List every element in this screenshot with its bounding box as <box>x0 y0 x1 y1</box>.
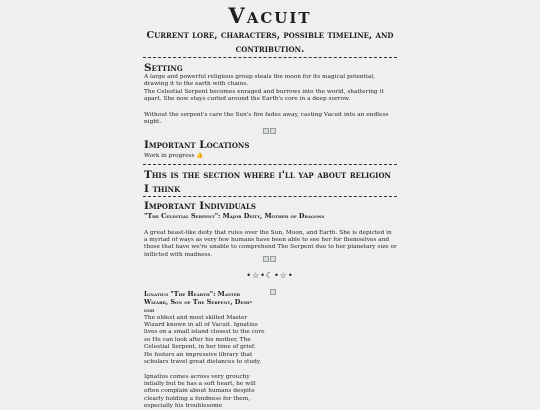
setting-paragraph-3: Without the serpent's care the Sun's fire fades away, casting Vacuit into an endless night. <box>144 112 389 126</box>
site-subtitle: Current lore, characters, possible timeline, and contribution. <box>146 30 394 55</box>
section-divider <box>143 57 397 58</box>
broken-image-icon <box>270 128 276 134</box>
ignatius-paragraph-2: He fosters an impressive library that scholars travel great distances to study. <box>144 352 262 366</box>
locations-heading: Important Locations <box>144 139 250 151</box>
individuals-heading: Important Individuals <box>144 200 256 212</box>
setting-images <box>263 128 276 134</box>
ignatius-paragraph-3: Ignatius comes across very grouchy intially but he has a soft heart, he will often complain about humans despite clearly holding a fondness for them, especially his troublesome <box>144 374 256 409</box>
locations-text: Work in progress 👍 <box>144 153 204 159</box>
broken-image-icon <box>270 256 276 262</box>
broken-image-icon <box>263 128 269 134</box>
ignatius-title: Ignatius "The Hearth": Master Wizard, Son of The Serpent, Demi-god <box>144 290 253 314</box>
ignatius-paragraph-1: The oldest and most skilled Master Wizard known in all of Vacuit. Ignatius lives on a small island closest to the core so He can look after his mother, The Celestial Serpent, in her time of grief. <box>144 315 265 350</box>
serpent-title: "The Celestial Serpent": Major Deity, Mother of Dragons <box>144 212 325 220</box>
setting-paragraph-2: The Celestial Serpent becomes enraged and burrows into the world, shattering it apart. She now stays curled around the Earth's core in a deep sorrow. <box>144 89 384 103</box>
serpent-images <box>263 256 276 262</box>
lore-page <box>143 0 397 409</box>
section-divider <box>143 164 397 165</box>
setting-heading: Setting <box>144 62 183 74</box>
site-title: Vacuit <box>228 3 312 28</box>
serpent-description: A great beast-like deity that rules over the Sun, Moon, and Earth. She is depicted in a myriad of ways as very few humans have been able to see her for themselves and those that have we're unable to comprehend The Serpent due to her planetary size or inflicted with madness. <box>144 230 397 258</box>
star-moon-divider: •☆•☾•☆• <box>246 271 294 280</box>
religion-heading: This is the section where i'll yap about religion I think <box>144 169 391 195</box>
broken-image-icon <box>270 289 276 295</box>
setting-paragraph-1: A large and powerful religious group steals the moon for its magical potential, drawing it to the earth with chains. <box>144 74 376 88</box>
ignatius-image <box>270 289 276 295</box>
section-divider <box>143 196 397 197</box>
broken-image-icon <box>263 256 269 262</box>
